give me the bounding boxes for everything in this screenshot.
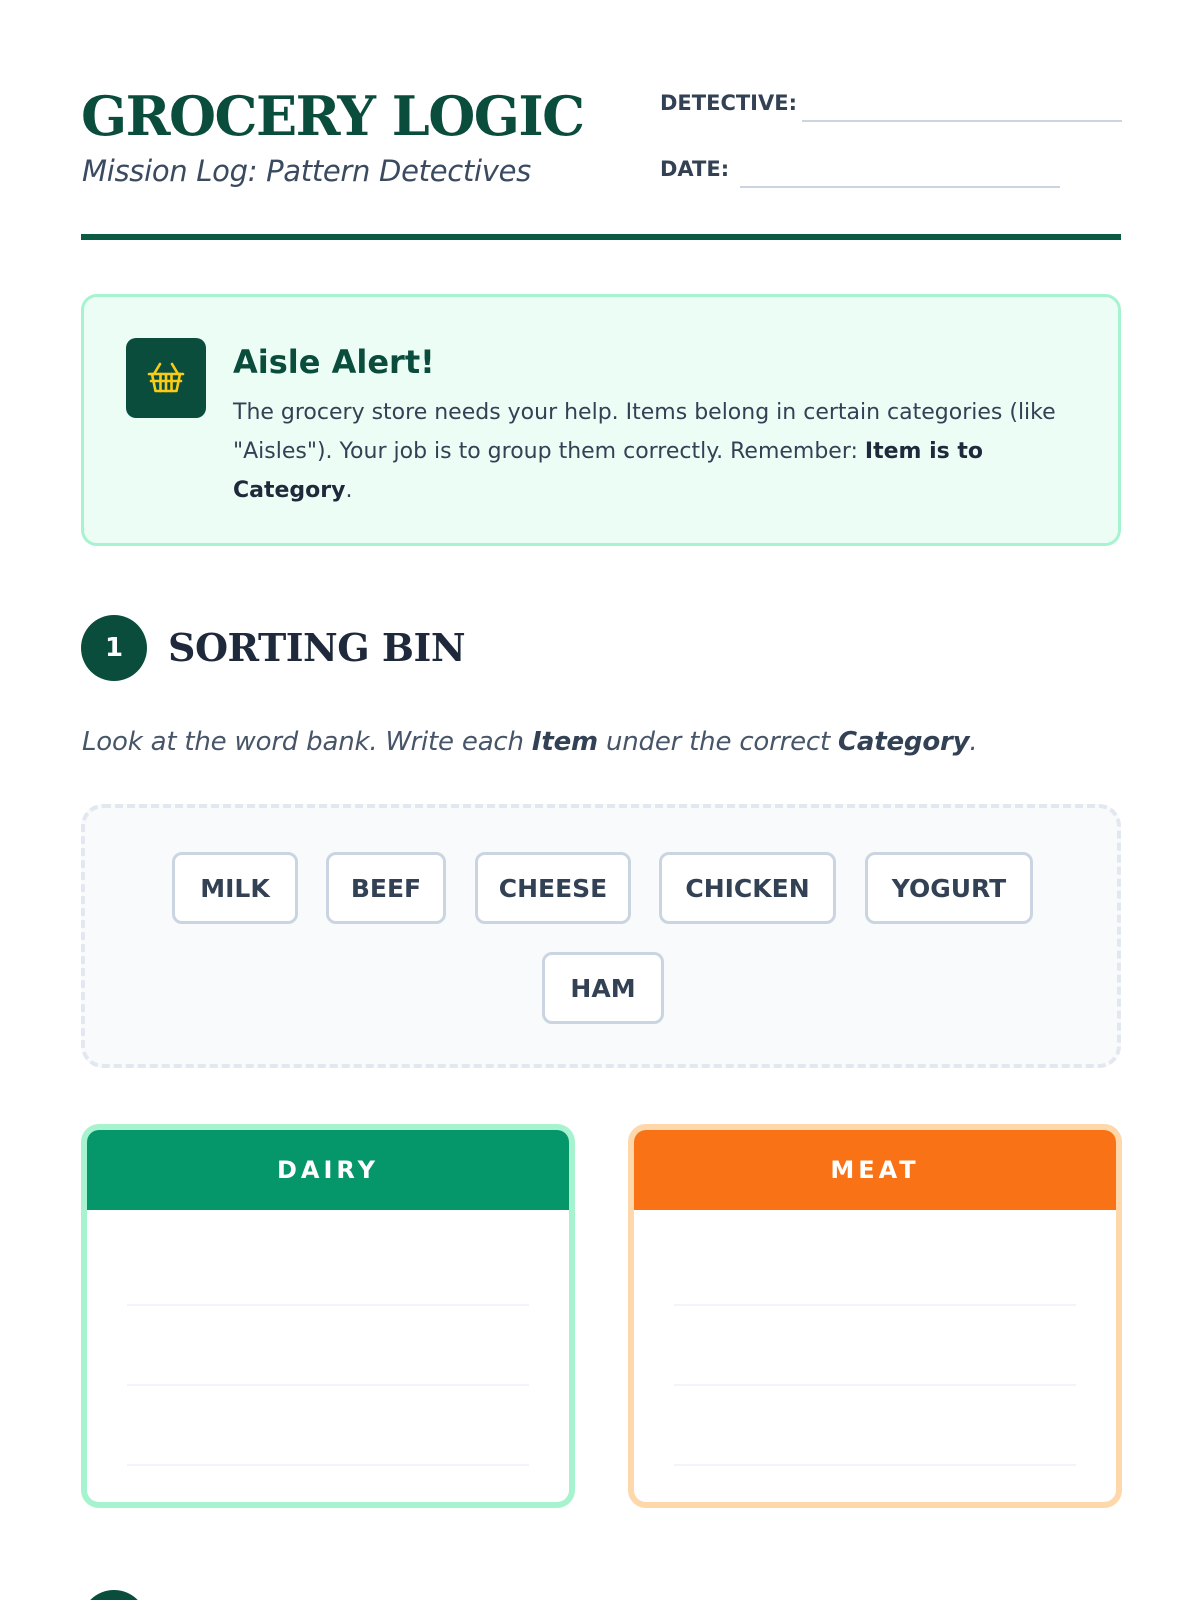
alert-title: Aisle Alert! — [233, 343, 435, 381]
next-step-badge — [81, 1590, 147, 1600]
answer-line[interactable] — [127, 1464, 529, 1466]
date-field[interactable] — [740, 186, 1060, 188]
word-chip-beef[interactable]: BEEF — [326, 852, 446, 924]
section-title: SORTING BIN — [168, 625, 466, 670]
category-header-meat: MEAT — [634, 1130, 1116, 1210]
step-number-badge: 1 — [81, 615, 147, 681]
alert-rule-emphasis: Item is to Category — [233, 439, 984, 503]
page-subtitle: Mission Log: Pattern Detectives — [82, 154, 531, 188]
detective-label: DETECTIVE: — [660, 91, 797, 115]
answer-line[interactable] — [674, 1464, 1076, 1466]
category-card-dairy — [81, 1124, 575, 1508]
word-chip-milk[interactable]: MILK — [172, 852, 298, 924]
detective-field[interactable] — [802, 120, 1122, 122]
alert-body: The grocery store needs your help. Items belong in certain categories (like "Aisles"). Your job is to group them correctly. Remember: Item is to Category. — [233, 400, 1056, 503]
word-bank — [81, 804, 1121, 1068]
answer-line[interactable] — [674, 1304, 1076, 1306]
word-chip-cheese[interactable]: CHEESE — [475, 852, 631, 924]
word-chip-chicken[interactable]: CHICKEN — [659, 852, 836, 924]
word-chip-ham[interactable]: HAM — [542, 952, 664, 1024]
aisle-alert-box — [81, 294, 1121, 546]
category-card-meat — [628, 1124, 1122, 1508]
answer-line[interactable] — [127, 1384, 529, 1386]
word-chip-yogurt[interactable]: YOGURT — [865, 852, 1033, 924]
section-instruction: Look at the word bank. Write each Item under the correct Category. — [82, 727, 978, 757]
answer-line[interactable] — [674, 1384, 1076, 1386]
header-divider — [81, 234, 1121, 240]
date-label: DATE: — [660, 157, 730, 181]
page-title: GROCERY LOGIC — [81, 84, 584, 148]
category-header-dairy: DAIRY — [87, 1130, 569, 1210]
answer-line[interactable] — [127, 1304, 529, 1306]
shopping-basket-icon — [126, 338, 206, 418]
